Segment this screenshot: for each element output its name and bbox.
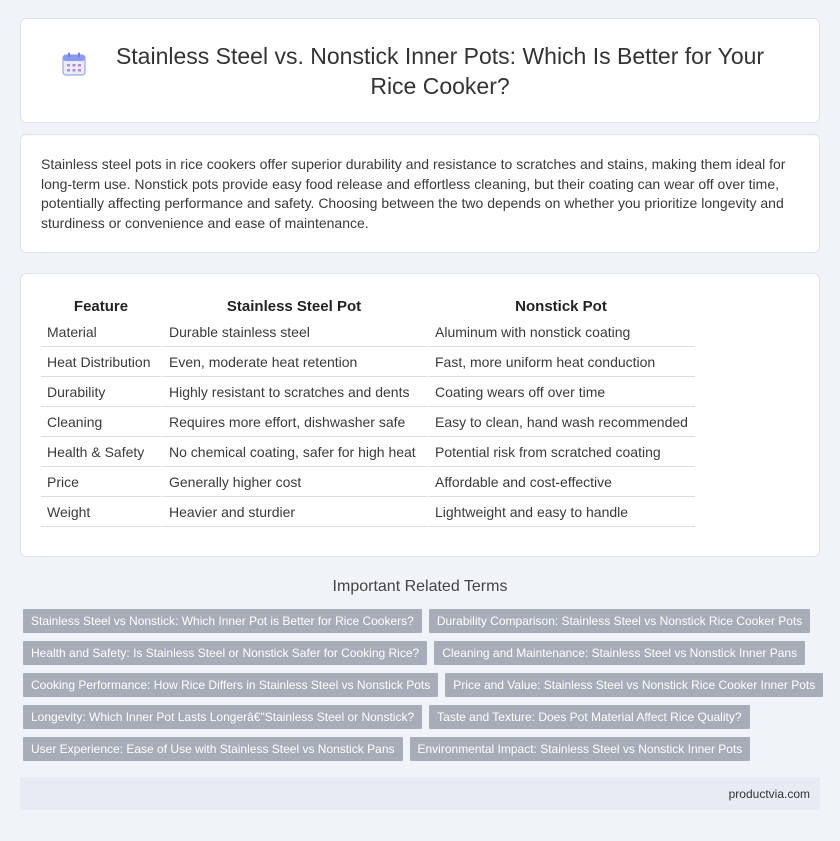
related-term-link[interactable]: Cleaning and Maintenance: Stainless Steel vs Nonstick Inner Pans xyxy=(434,641,805,665)
related-term-link[interactable]: Taste and Texture: Does Pot Material Affect Rice Quality? xyxy=(429,705,749,729)
related-term-link[interactable]: Durability Comparison: Stainless Steel vs Nonstick Rice Cooker Pots xyxy=(429,609,810,633)
table-cell: Aluminum with nonstick coating xyxy=(427,317,695,347)
site-link[interactable]: productvia.com xyxy=(728,787,810,801)
table-cell: Durability xyxy=(41,377,161,407)
page-title: Stainless Steel vs. Nonstick Inner Pots: Which Is Better for Your Rice Cooker? xyxy=(115,42,765,99)
table-cell: Heat Distribution xyxy=(41,347,161,377)
table-cell: Highly resistant to scratches and dents xyxy=(161,377,427,407)
table-cell: Generally higher cost xyxy=(161,467,427,497)
column-header: Feature xyxy=(73,298,129,315)
related-term-link[interactable]: Environmental Impact: Stainless Steel vs Nonstick Inner Pots xyxy=(410,737,751,761)
table-row xyxy=(41,317,695,347)
table-cell: Fast, more uniform heat conduction xyxy=(427,347,695,377)
table-cell: Price xyxy=(41,467,161,497)
table-cell: Requires more effort, dishwasher safe xyxy=(161,407,427,437)
table-cell: No chemical coating, safer for high heat xyxy=(161,437,427,467)
table-row xyxy=(41,497,695,527)
table-cell: Even, moderate heat retention xyxy=(161,347,427,377)
table-row xyxy=(41,467,695,497)
related-term-link[interactable]: Cooking Performance: How Rice Differs in Stainless Steel vs Nonstick Pots xyxy=(23,673,438,697)
table-cell: Cleaning xyxy=(41,407,161,437)
table-header-row xyxy=(41,296,695,317)
table-row xyxy=(41,347,695,377)
table-row xyxy=(41,407,695,437)
related-terms-title: Important Related Terms xyxy=(332,578,508,595)
comparison-card xyxy=(20,273,820,557)
related-terms-list xyxy=(23,609,823,769)
table-cell: Health & Safety xyxy=(41,437,161,467)
related-term-link[interactable]: User Experience: Ease of Use with Stainless Steel vs Nonstick Pans xyxy=(23,737,403,761)
header-card xyxy=(20,18,820,123)
table-cell: Easy to clean, hand wash recommended xyxy=(427,407,695,437)
table-row xyxy=(41,437,695,467)
table-cell: Heavier and sturdier xyxy=(161,497,427,527)
intro-text: Stainless steel pots in rice cookers offer superior durability and resistance to scratches and stains, making them ideal for long-term use. Nonstick pots provide easy food release and effortless cleaning, but their coating can wear off over time, potentially affecting performance and safety. Choosing between the two depends on whether you prioritize longevity and sturdiness or convenience and ease of maintenance. xyxy=(41,156,786,231)
comparison-table xyxy=(41,296,695,527)
related-terms-row xyxy=(23,641,823,665)
table-cell: Potential risk from scratched coating xyxy=(427,437,695,467)
related-term-link[interactable]: Stainless Steel vs Nonstick: Which Inner Pot is Better for Rice Cookers? xyxy=(23,609,422,633)
table-cell: Affordable and cost-effective xyxy=(427,467,695,497)
table-row xyxy=(41,377,695,407)
related-terms-row xyxy=(23,705,823,729)
related-term-link[interactable]: Longevity: Which Inner Pot Lasts Longerâ€"Stainless Steel or Nonstick? xyxy=(23,705,422,729)
related-term-link[interactable]: Health and Safety: Is Stainless Steel or Nonstick Safer for Cooking Rice? xyxy=(23,641,427,665)
related-term-link[interactable]: Price and Value: Stainless Steel vs Nonstick Rice Cooker Inner Pots xyxy=(445,673,823,697)
related-terms-row xyxy=(23,737,823,761)
table-cell: Coating wears off over time xyxy=(427,377,695,407)
related-terms-row xyxy=(23,609,823,633)
column-header: Stainless Steel Pot xyxy=(226,298,362,315)
footer xyxy=(20,777,820,810)
column-header: Nonstick Pot xyxy=(515,298,607,315)
intro-card xyxy=(20,134,820,253)
table-cell: Durable stainless steel xyxy=(161,317,427,347)
table-cell: Lightweight and easy to handle xyxy=(427,497,695,527)
table-cell: Material xyxy=(41,317,161,347)
table-cell: Weight xyxy=(41,497,161,527)
related-terms-row xyxy=(23,673,823,697)
calendar-icon xyxy=(61,51,87,77)
